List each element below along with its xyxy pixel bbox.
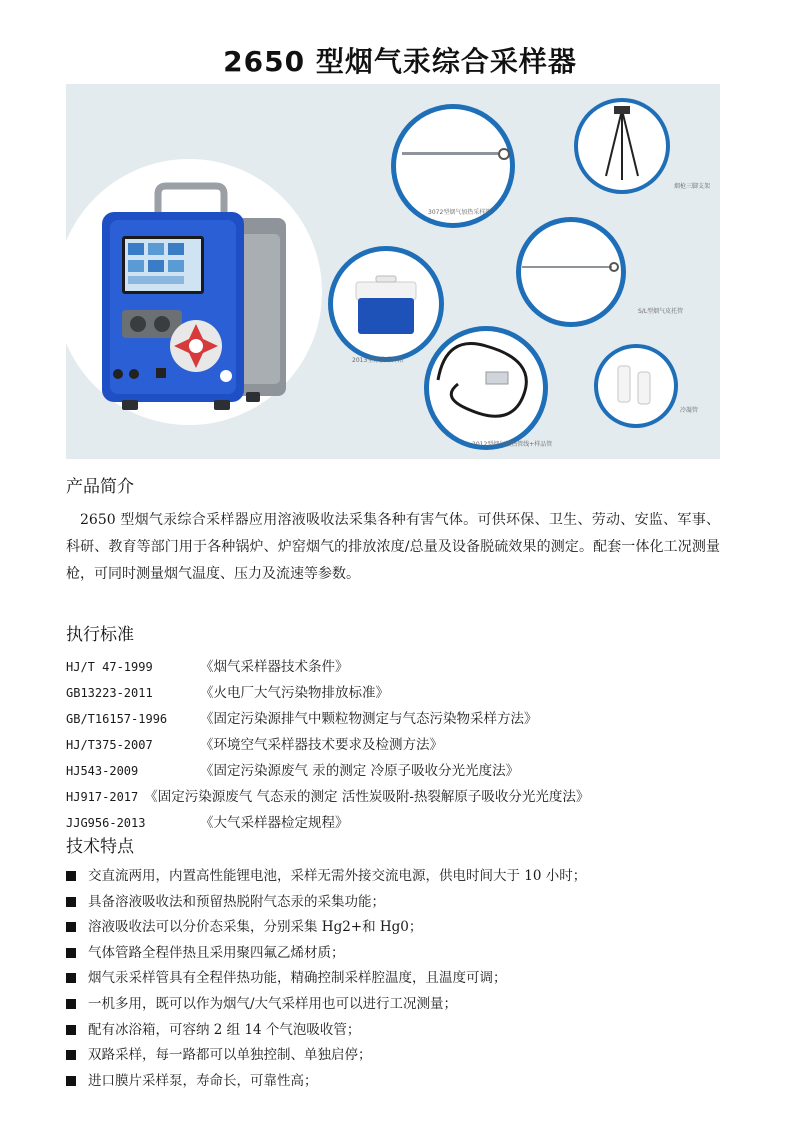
standard-code: HJ543-2009 <box>66 764 139 778</box>
caption-tripod: 烟枪三脚支架 <box>674 183 711 190</box>
square-bullet-icon <box>66 897 76 907</box>
standard-item <box>66 706 726 732</box>
square-bullet-icon <box>66 1050 76 1060</box>
feature-item <box>66 890 726 916</box>
feature-item <box>66 864 726 890</box>
heading-features: 技术特点 <box>66 837 134 857</box>
caption-absorbers: 冷凝管 <box>680 407 699 414</box>
caption-ice-box: 2013型冰浴采样箱 <box>352 357 404 364</box>
feature-item <box>66 915 726 941</box>
feature-text: 溶液吸收法可以分价态采集，分别采集 Hg2+和 Hg0； <box>88 919 423 936</box>
caption-sampling-tube: 3072型烟气加热采样管 <box>428 209 492 216</box>
accessory-sampling-tube <box>391 104 515 228</box>
intro-paragraph: 2650 型烟气汞综合采样器应用溶液吸收法采集各种有害气体。可供环保、卫生、劳动、安监、军事、科研、教育等部门用于各种锅炉、炉窑烟气的排放浓度/总量及设备脱硫效果的测定。配套一体化工况测量枪，可同时测量烟气温度、压力及流速等参数。 <box>66 512 720 582</box>
caption-gas-line: 2012型烟气加热管线+样品管 <box>472 441 553 448</box>
standard-name: 《固定污染源废气 气态汞的测定 活性炭吸附-热裂解原子吸收分光光度法》 <box>144 789 590 805</box>
square-bullet-icon <box>66 973 76 983</box>
feature-item <box>66 966 726 992</box>
feature-item <box>66 1043 726 1069</box>
square-bullet-icon <box>66 1076 76 1086</box>
standard-item <box>66 654 726 680</box>
accessory-pitot <box>516 217 683 327</box>
feature-text: 一机多用，既可以作为烟气/大气采样用也可以进行工况测量； <box>88 995 458 1012</box>
page-title: 2650 型烟气汞综合采样器 <box>223 45 577 78</box>
standards-list <box>66 654 726 836</box>
standard-item <box>66 784 726 810</box>
standard-code: GB13223-2011 <box>66 686 153 700</box>
feature-text: 配有冰浴箱，可容纳 2 组 14 个气泡吸收管； <box>88 1021 361 1038</box>
standard-item <box>66 810 726 836</box>
product-illustration <box>66 84 720 459</box>
feature-text: 进口膜片采样泵，寿命长，可靠性高； <box>88 1072 318 1089</box>
product-image <box>66 84 720 459</box>
standard-name: 《烟气采样器技术条件》 <box>200 659 349 675</box>
feature-text: 交直流两用，内置高性能锂电池，采样无需外接交流电源，供电时间大于 10 小时； <box>88 868 587 884</box>
standard-item <box>66 680 726 706</box>
accessory-ice-box <box>328 246 444 364</box>
heading-standards: 执行标准 <box>66 625 134 645</box>
square-bullet-icon <box>66 948 76 958</box>
feature-item <box>66 1018 726 1044</box>
caption-pitot: S/L型烟气皮托管 <box>638 308 684 315</box>
square-bullet-icon <box>66 871 76 881</box>
standard-item <box>66 732 726 758</box>
feature-text: 气体管路全程伴热且采用聚四氟乙烯材质； <box>88 944 345 961</box>
square-bullet-icon <box>66 922 76 932</box>
feature-text: 具备溶液吸收法和预留热脱附气态汞的采集功能； <box>88 893 385 910</box>
standard-name: 《固定污染源排气中颗粒物测定与气态污染物采样方法》 <box>200 711 538 727</box>
feature-item <box>66 1069 726 1095</box>
standard-code: GB/T16157-1996 <box>66 712 168 726</box>
features-list <box>66 864 726 1094</box>
feature-text: 烟气汞采样管具有全程伴热功能，精确控制采样腔温度，且温度可调； <box>88 970 507 987</box>
standard-code: HJ/T375-2007 <box>66 738 153 752</box>
standard-name: 《火电厂大气污染物排放标准》 <box>200 685 389 701</box>
accessory-absorbers <box>594 344 698 428</box>
feature-text: 双路采样，每一路都可以单独控制、单独启停； <box>88 1047 372 1064</box>
square-bullet-icon <box>66 999 76 1009</box>
sampler-device <box>102 186 286 410</box>
standard-name: 《固定污染源废气 汞的测定 冷原子吸收分光光度法》 <box>200 763 520 779</box>
standard-item <box>66 758 726 784</box>
feature-item <box>66 941 726 967</box>
accessory-tripod <box>574 98 710 194</box>
square-bullet-icon <box>66 1025 76 1035</box>
feature-item <box>66 992 726 1018</box>
standard-code: HJ/T 47-1999 <box>66 660 153 674</box>
accessory-gas-line <box>424 326 552 450</box>
standard-code: JJG956-2013 <box>66 816 146 830</box>
standard-name: 《大气采样器检定规程》 <box>200 815 349 831</box>
standard-name: 《环境空气采样器技术要求及检测方法》 <box>200 737 443 753</box>
standard-code: HJ917-2017 <box>66 790 139 804</box>
heading-intro: 产品简介 <box>66 477 134 497</box>
